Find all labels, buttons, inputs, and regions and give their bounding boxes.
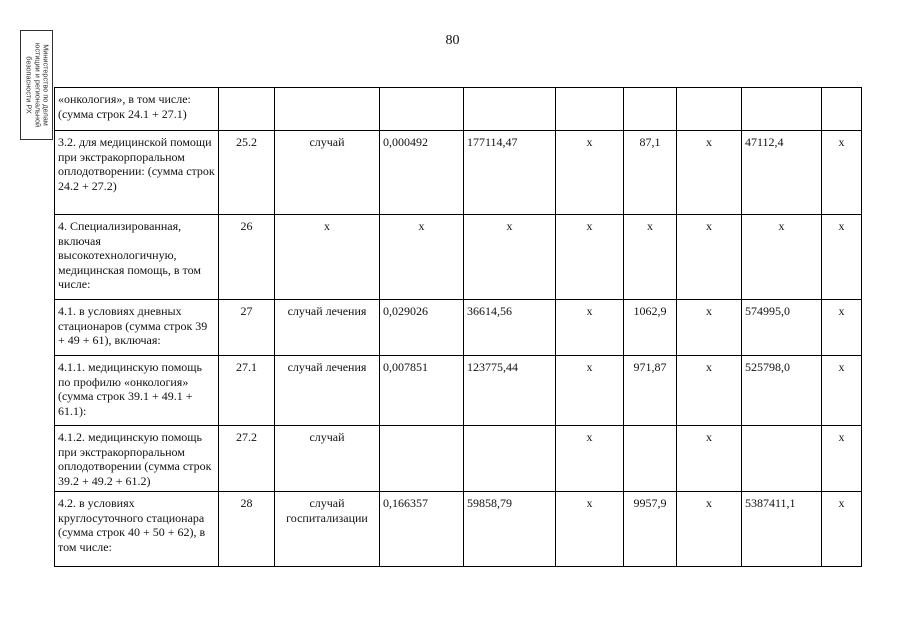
value-cell: 87,1 (624, 131, 677, 215)
value-cell (822, 88, 862, 131)
row-name-cell: 4. Специализированная, включая высокотехнологичную, медицинская помощь, в том числе: (55, 215, 219, 300)
value-cell (677, 88, 742, 131)
value-cell: x (464, 215, 556, 300)
row-name-cell: «онкология», в том числе: (сумма строк 24.1 + 27.1) (55, 88, 219, 131)
value-cell: 5387411,1 (742, 492, 822, 567)
value-cell (380, 88, 464, 131)
value-cell (464, 426, 556, 492)
value-cell: 177114,47 (464, 131, 556, 215)
unit-cell (275, 88, 380, 131)
value-cell: 123775,44 (464, 356, 556, 426)
value-cell: x (822, 215, 862, 300)
value-cell: x (556, 426, 624, 492)
unit-cell: случай (275, 131, 380, 215)
table-row (55, 88, 862, 131)
value-cell: 574995,0 (742, 300, 822, 356)
value-cell (556, 88, 624, 131)
value-cell: 59858,79 (464, 492, 556, 567)
row-number-cell: 25.2 (219, 131, 275, 215)
value-cell: x (556, 492, 624, 567)
row-name-cell: 4.1. в условиях дневных стационаров (сумма строк 39 + 49 + 61), включая: (55, 300, 219, 356)
unit-cell: x (275, 215, 380, 300)
value-cell: 0,166357 (380, 492, 464, 567)
stamp-line: Министерство по делам (41, 44, 51, 126)
row-name-cell: 4.2. в условиях круглосуточного стационара (сумма строк 40 + 50 + 62), в том числе: (55, 492, 219, 567)
value-cell: 9957,9 (624, 492, 677, 567)
value-cell (624, 426, 677, 492)
row-name-cell: 3.2. для медицинской помощи при экстракорпоральном оплодотворении: (сумма строк 24.2 + 27.2) (55, 131, 219, 215)
table-row (55, 215, 862, 300)
stamp-text (24, 32, 49, 138)
value-cell: x (822, 131, 862, 215)
stamp (20, 30, 53, 140)
value-cell: 0,007851 (380, 356, 464, 426)
unit-cell: случай лечения (275, 356, 380, 426)
value-cell: 525798,0 (742, 356, 822, 426)
value-cell (742, 88, 822, 131)
table-row (55, 131, 862, 215)
unit-cell: случай госпитализации (275, 492, 380, 567)
value-cell: 0,000492 (380, 131, 464, 215)
value-cell: x (677, 356, 742, 426)
table-row (55, 300, 862, 356)
value-cell: x (677, 215, 742, 300)
row-number-cell (219, 88, 275, 131)
value-cell: 971,87 (624, 356, 677, 426)
value-cell (624, 88, 677, 131)
value-cell: 36614,56 (464, 300, 556, 356)
value-cell: x (677, 131, 742, 215)
table-row (55, 426, 862, 492)
row-number-cell: 27.2 (219, 426, 275, 492)
value-cell: 1062,9 (624, 300, 677, 356)
value-cell (742, 426, 822, 492)
value-cell: x (556, 356, 624, 426)
value-cell: x (822, 492, 862, 567)
row-number-cell: 28 (219, 492, 275, 567)
row-number-cell: 26 (219, 215, 275, 300)
value-cell (380, 426, 464, 492)
value-cell: x (556, 131, 624, 215)
table-row (55, 492, 862, 567)
value-cell: x (822, 356, 862, 426)
unit-cell: случай (275, 426, 380, 492)
table-row (55, 356, 862, 426)
value-cell: x (677, 426, 742, 492)
value-cell: x (742, 215, 822, 300)
value-cell: x (677, 300, 742, 356)
value-cell: x (822, 300, 862, 356)
row-name-cell: 4.1.1. медицинскую помощь по профилю «онкология» (сумма строк 39.1 + 49.1 + 61.1): (55, 356, 219, 426)
value-cell: x (822, 426, 862, 492)
value-cell: x (624, 215, 677, 300)
data-table (54, 87, 862, 567)
value-cell: x (677, 492, 742, 567)
page-number: 80 (445, 33, 460, 48)
stamp-line: юстиции и региональной (32, 42, 42, 128)
value-cell: x (556, 215, 624, 300)
value-cell: 0,029026 (380, 300, 464, 356)
stamp-line: безопасности РХ (24, 56, 34, 114)
row-name-cell: 4.1.2. медицинскую помощь при экстракорпоральном оплодотворении (сумма строк 39.2 + 49.2 + 61.2) (55, 426, 219, 492)
unit-cell: случай лечения (275, 300, 380, 356)
value-cell: x (556, 300, 624, 356)
value-cell (464, 88, 556, 131)
value-cell: x (380, 215, 464, 300)
row-number-cell: 27 (219, 300, 275, 356)
row-number-cell: 27.1 (219, 356, 275, 426)
value-cell: 47112,4 (742, 131, 822, 215)
